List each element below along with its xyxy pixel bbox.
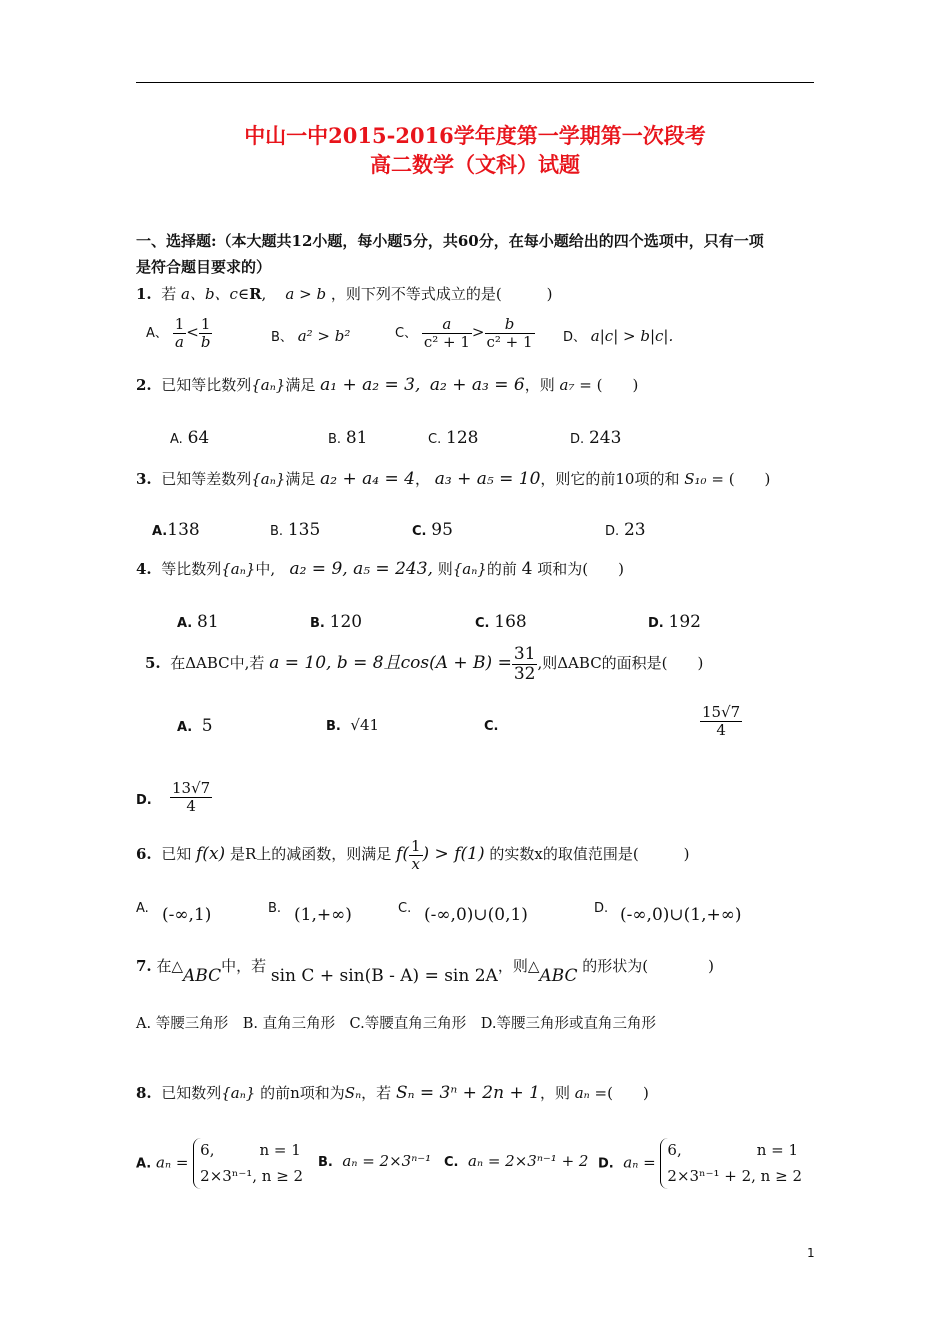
q6-option-a-label-wrap — [136, 898, 149, 916]
q7-triangle: ABC — [183, 966, 222, 986]
q5-option-d-den: 4 — [170, 797, 212, 815]
q1-text-a: 若 — [161, 285, 177, 303]
q5-option-c — [700, 704, 742, 738]
q8-then: ，则 — [539, 1084, 570, 1102]
q8-option-d-lhs: aₙ = — [623, 1153, 656, 1172]
q7-tail-2: 的形状为( ) — [582, 957, 714, 975]
q2-option-b-value: 81 — [345, 428, 368, 448]
q1-option-c: C、 $\frac{a}{\text{c² + 1}}$ > $\frac{b}{\text{c² + 1}}$ — [395, 315, 533, 351]
q4-option-a-label: A. — [177, 616, 193, 631]
q8-tail: ，若 — [361, 1084, 392, 1102]
q4-option-b — [310, 612, 362, 632]
q8-mid: 的前n项和为 — [260, 1084, 345, 1102]
q2-number: 2. — [136, 376, 152, 394]
q3-option-a — [152, 520, 200, 540]
q1-option-a-label: A、 — [146, 326, 168, 341]
q4-option-d-value: 192 — [668, 612, 701, 632]
q3-option-c — [412, 520, 453, 540]
q3-option-a-label: A. — [152, 524, 168, 539]
q4-number: 4. — [136, 560, 152, 578]
q1-real-set: R — [249, 285, 262, 303]
q4-sequence-2: {aₙ} — [452, 560, 487, 578]
q5-frac-den: 32 — [513, 663, 536, 684]
q3-option-b-value: 135 — [287, 520, 321, 540]
q4-option-b-label: B. — [310, 616, 325, 631]
question-6-stem — [136, 838, 690, 872]
q1-option-c-rhs: $\frac{b}{\text{c² + 1}}$ — [486, 315, 533, 351]
question-2-stem — [136, 374, 638, 395]
q2-option-d-value: 243 — [588, 428, 622, 448]
q6-option-c-label: C. — [398, 901, 412, 916]
q8-option-a-lhs: aₙ = — [156, 1153, 189, 1172]
q6-option-b-label-wrap — [268, 898, 281, 916]
q4-option-d — [648, 612, 701, 632]
q8-option-d-cases — [660, 1138, 802, 1189]
q8-option-d — [598, 1138, 802, 1189]
q5-option-b-value: √41 — [350, 716, 380, 734]
q8-option-a — [136, 1138, 303, 1189]
q5-option-d-label-wrap — [136, 790, 152, 808]
header-rule — [136, 82, 814, 83]
q4-option-d-label: D. — [648, 616, 664, 631]
q2-sequence: {aₙ} — [251, 376, 286, 394]
q5-option-a-value: 5 — [201, 716, 213, 736]
q7-tail: ，则△ — [497, 957, 540, 975]
q4-then: 则 — [437, 560, 453, 578]
q4-option-a — [177, 612, 219, 632]
q3-mid: 满足 — [285, 470, 316, 488]
q5-option-d-fraction — [170, 780, 212, 814]
q5-option-d-num: 13√7 — [172, 779, 211, 797]
q8-sequence: {aₙ} — [221, 1084, 256, 1102]
q8-option-a-cases — [193, 1138, 303, 1189]
q7-triangle-2: ABC — [539, 966, 578, 986]
q1-number: 1. — [136, 285, 152, 303]
q7-text: 在△ — [156, 957, 183, 975]
q4-tail-1: 的前 — [486, 560, 517, 578]
q1-condition: a > b — [285, 285, 327, 303]
q5-option-c-fraction — [700, 704, 742, 738]
q8-condition: Sₙ = 3ⁿ + 2n + 1 — [395, 1083, 540, 1103]
question-1-stem: 1. 若 a、b、c∈R, a > b ，则下列不等式成立的是( ) — [136, 285, 553, 303]
q2-option-a-label: A. — [170, 432, 183, 447]
q2-tail: ，则 — [524, 376, 555, 394]
q5-fraction — [512, 645, 538, 683]
section-heading-line2: 是符合题目要求的） — [136, 258, 272, 276]
q6-number: 6. — [136, 845, 152, 863]
q5-tail: ,则ΔABC的面积是( ) — [537, 654, 704, 673]
q2-option-c — [428, 428, 478, 448]
q6-option-d-label-wrap — [594, 898, 608, 916]
q2-condition-2: a₂ + a₃ = 6 — [429, 375, 525, 395]
q1-option-d-label: D、 — [563, 330, 587, 345]
q1-option-a-lhs: $\frac{1}{a}$ — [174, 315, 185, 351]
q8-paren: ( ) — [607, 1084, 649, 1102]
q8-option-a-case-1: 6, n = 1 — [200, 1141, 301, 1159]
q2-target: a₇ = — [559, 376, 592, 394]
q1-option-d — [563, 326, 673, 345]
q4-option-c-value: 168 — [494, 612, 527, 632]
page-number: 1 — [807, 1246, 815, 1260]
q6-option-a-label: A. — [136, 901, 149, 916]
q6-mid: 是R上的减函数，则满足 — [229, 845, 392, 863]
q3-option-d-label: D. — [605, 524, 620, 539]
q4-condition: a₂ = 9, a₅ = 243, — [289, 559, 433, 579]
q8-option-c — [444, 1152, 588, 1170]
q3-option-c-label: C. — [412, 524, 427, 539]
q8-option-a-case-2: 2×3ⁿ⁻¹, n ≥ 2 — [200, 1166, 304, 1185]
q8-text: 已知数列 — [161, 1084, 222, 1102]
q8-option-b-expr: aₙ = 2×3ⁿ⁻¹ — [342, 1152, 432, 1170]
q6-option-d-label: D. — [594, 901, 609, 916]
q4-n: 4 — [521, 559, 533, 579]
q3-text: 已知等差数列 — [161, 470, 252, 488]
q6-option-c: (-∞,0)∪(0,1) — [424, 905, 528, 925]
q5-option-b — [326, 716, 379, 734]
q6-text: 已知 — [161, 845, 192, 863]
q4-option-c — [475, 612, 527, 632]
q6-ineq-fraction — [409, 838, 423, 872]
q3-option-d-value: 23 — [623, 520, 646, 540]
q5-frac-num: 31 — [513, 644, 536, 664]
q4-text: 等比数列 — [161, 560, 222, 578]
q5-option-c-label: C. — [484, 719, 499, 734]
q1-vars: a、b、c∈ — [181, 285, 250, 303]
q4-mid: 中, — [255, 560, 276, 578]
q4-tail-2: 项和为( ) — [537, 560, 624, 578]
q1-option-b-expr: a² > b² — [297, 327, 351, 345]
q2-option-d-label: D. — [570, 432, 585, 447]
q2-option-a — [170, 428, 209, 448]
q6-ineq-num: 1 — [410, 837, 421, 855]
q2-option-b — [328, 428, 367, 448]
exam-title: 中山一中2015-2016学年度第一学期第一次段考 — [244, 123, 706, 148]
q1-option-a: A、 $\frac{1}{a}$ < $\frac{1}{b}$ — [146, 315, 211, 351]
q6-option-c-label-wrap — [398, 898, 411, 916]
q8-option-d-case-2: 2×3ⁿ⁻¹ + 2, n ≥ 2 — [667, 1166, 802, 1185]
q2-mid: 满足 — [285, 376, 316, 394]
q3-tail: ，则它的前10项的和 — [540, 470, 680, 488]
q2-option-b-label: B. — [328, 432, 342, 447]
q5-number: 5. — [145, 654, 161, 673]
q8-option-c-label: C. — [444, 1155, 459, 1170]
q5-option-d-label: D. — [136, 793, 152, 808]
exam-subtitle: 高二数学（文科）试题 — [370, 152, 580, 177]
q1-option-c-lhs: $\frac{a}{\text{c² + 1}}$ — [423, 315, 470, 351]
q5-option-c-den: 4 — [700, 721, 742, 739]
q5-option-a — [177, 716, 213, 736]
q5-option-c-label-wrap — [484, 716, 498, 734]
q7-number: 7. — [136, 957, 152, 975]
question-5-stem — [145, 645, 703, 683]
q6-ineq-post: ) > f(1) — [422, 844, 485, 864]
q7-mid: 中，若 — [221, 957, 267, 975]
q8-option-c-expr: aₙ = 2×3ⁿ⁻¹ + 2 — [468, 1152, 589, 1170]
q8-target: aₙ = — [574, 1084, 608, 1102]
q8-option-a-label: A. — [136, 1156, 152, 1172]
q3-option-b-label: B. — [270, 524, 284, 539]
q5-condition: a = 10, b = 8且cos(A + B) = — [269, 653, 512, 674]
q4-option-a-value: 81 — [197, 612, 219, 632]
q8-option-b-label: B. — [318, 1155, 333, 1170]
q6-option-a: (-∞,1) — [162, 905, 212, 925]
q1-option-b — [271, 326, 350, 345]
q3-option-a-value: 138 — [167, 520, 200, 540]
q8-option-d-label: D. — [598, 1156, 614, 1172]
q3-option-c-value: 95 — [431, 520, 453, 540]
q7-condition: sin C + sin(B - A) = sin 2A — [270, 966, 498, 986]
q3-option-b — [270, 520, 320, 540]
q3-option-d — [605, 520, 646, 540]
q2-paren: ( ) — [596, 376, 639, 394]
q1-text-b: ，则下列不等式成立的是( ) — [330, 285, 553, 303]
q5-option-d — [170, 780, 212, 814]
q2-option-d — [570, 428, 621, 448]
q1-option-a-rhs: $\frac{1}{b}$ — [200, 315, 211, 351]
q8-sn: Sₙ — [344, 1084, 362, 1102]
q8-number: 8. — [136, 1084, 152, 1102]
q5-option-b-label: B. — [326, 719, 341, 734]
q2-option-c-label: C. — [428, 432, 442, 447]
q3-sequence: {aₙ} — [251, 470, 286, 488]
q2-option-c-value: 128 — [446, 428, 479, 448]
question-3-stem: 3. 已知等差数列{aₙ}满足 a₂ + a₄ = 4， a₃ + a₅ = 10，则它的前10项的和 S₁₀ = ( ) — [136, 469, 771, 489]
q3-paren: ( ) — [728, 470, 771, 488]
q6-option-b: (1,+∞) — [294, 905, 352, 925]
question-8-stem — [136, 1082, 649, 1103]
q4-option-c-label: C. — [475, 616, 490, 631]
q6-option-d: (-∞,0)∪(1,+∞) — [620, 905, 742, 925]
q6-option-b-label: B. — [268, 901, 282, 916]
q5-option-a-label: A. — [177, 720, 193, 735]
q5-option-c-num: 15√7 — [702, 703, 741, 721]
q1-option-b-label: B、 — [271, 330, 293, 345]
q6-function: f(x) — [196, 844, 226, 864]
q3-target: S₁₀ = — [684, 470, 724, 488]
q3-condition-1: a₂ + a₄ = 4 — [320, 469, 415, 489]
q2-option-a-value: 64 — [187, 428, 210, 448]
q6-tail: 的实数x的取值范围是( ) — [489, 845, 690, 863]
q8-option-d-case-1: 6, n = 1 — [667, 1141, 799, 1159]
q3-number: 3. — [136, 470, 152, 488]
q7-options: A. 等腰三角形 B. 直角三角形 C.等腰直角三角形 D.等腰三角形或直角三角形 — [136, 1016, 656, 1032]
q2-text: 已知等比数列 — [161, 376, 252, 394]
q2-condition-1: a₁ + a₂ = 3, — [320, 375, 421, 395]
question-7-stem — [136, 955, 714, 986]
question-4-stem — [136, 558, 624, 579]
q4-option-b-value: 120 — [329, 612, 363, 632]
q4-sequence: {aₙ} — [221, 560, 256, 578]
q1-option-c-label: C、 — [395, 326, 418, 341]
q8-option-b — [318, 1152, 431, 1170]
section-heading-line1: 一、选择题:（本大题共12小题，每小题5分，共60分，在每小题给出的四个选项中，只有一项 — [136, 232, 764, 250]
q6-ineq-den: x — [409, 855, 423, 873]
q6-ineq-pre: f( — [396, 844, 409, 864]
q1-option-d-expr: a|c| > b|c|. — [590, 327, 674, 345]
q3-condition-2: a₃ + a₅ = 10 — [434, 469, 541, 489]
q5-text: 在ΔABC中,若 — [170, 654, 265, 673]
